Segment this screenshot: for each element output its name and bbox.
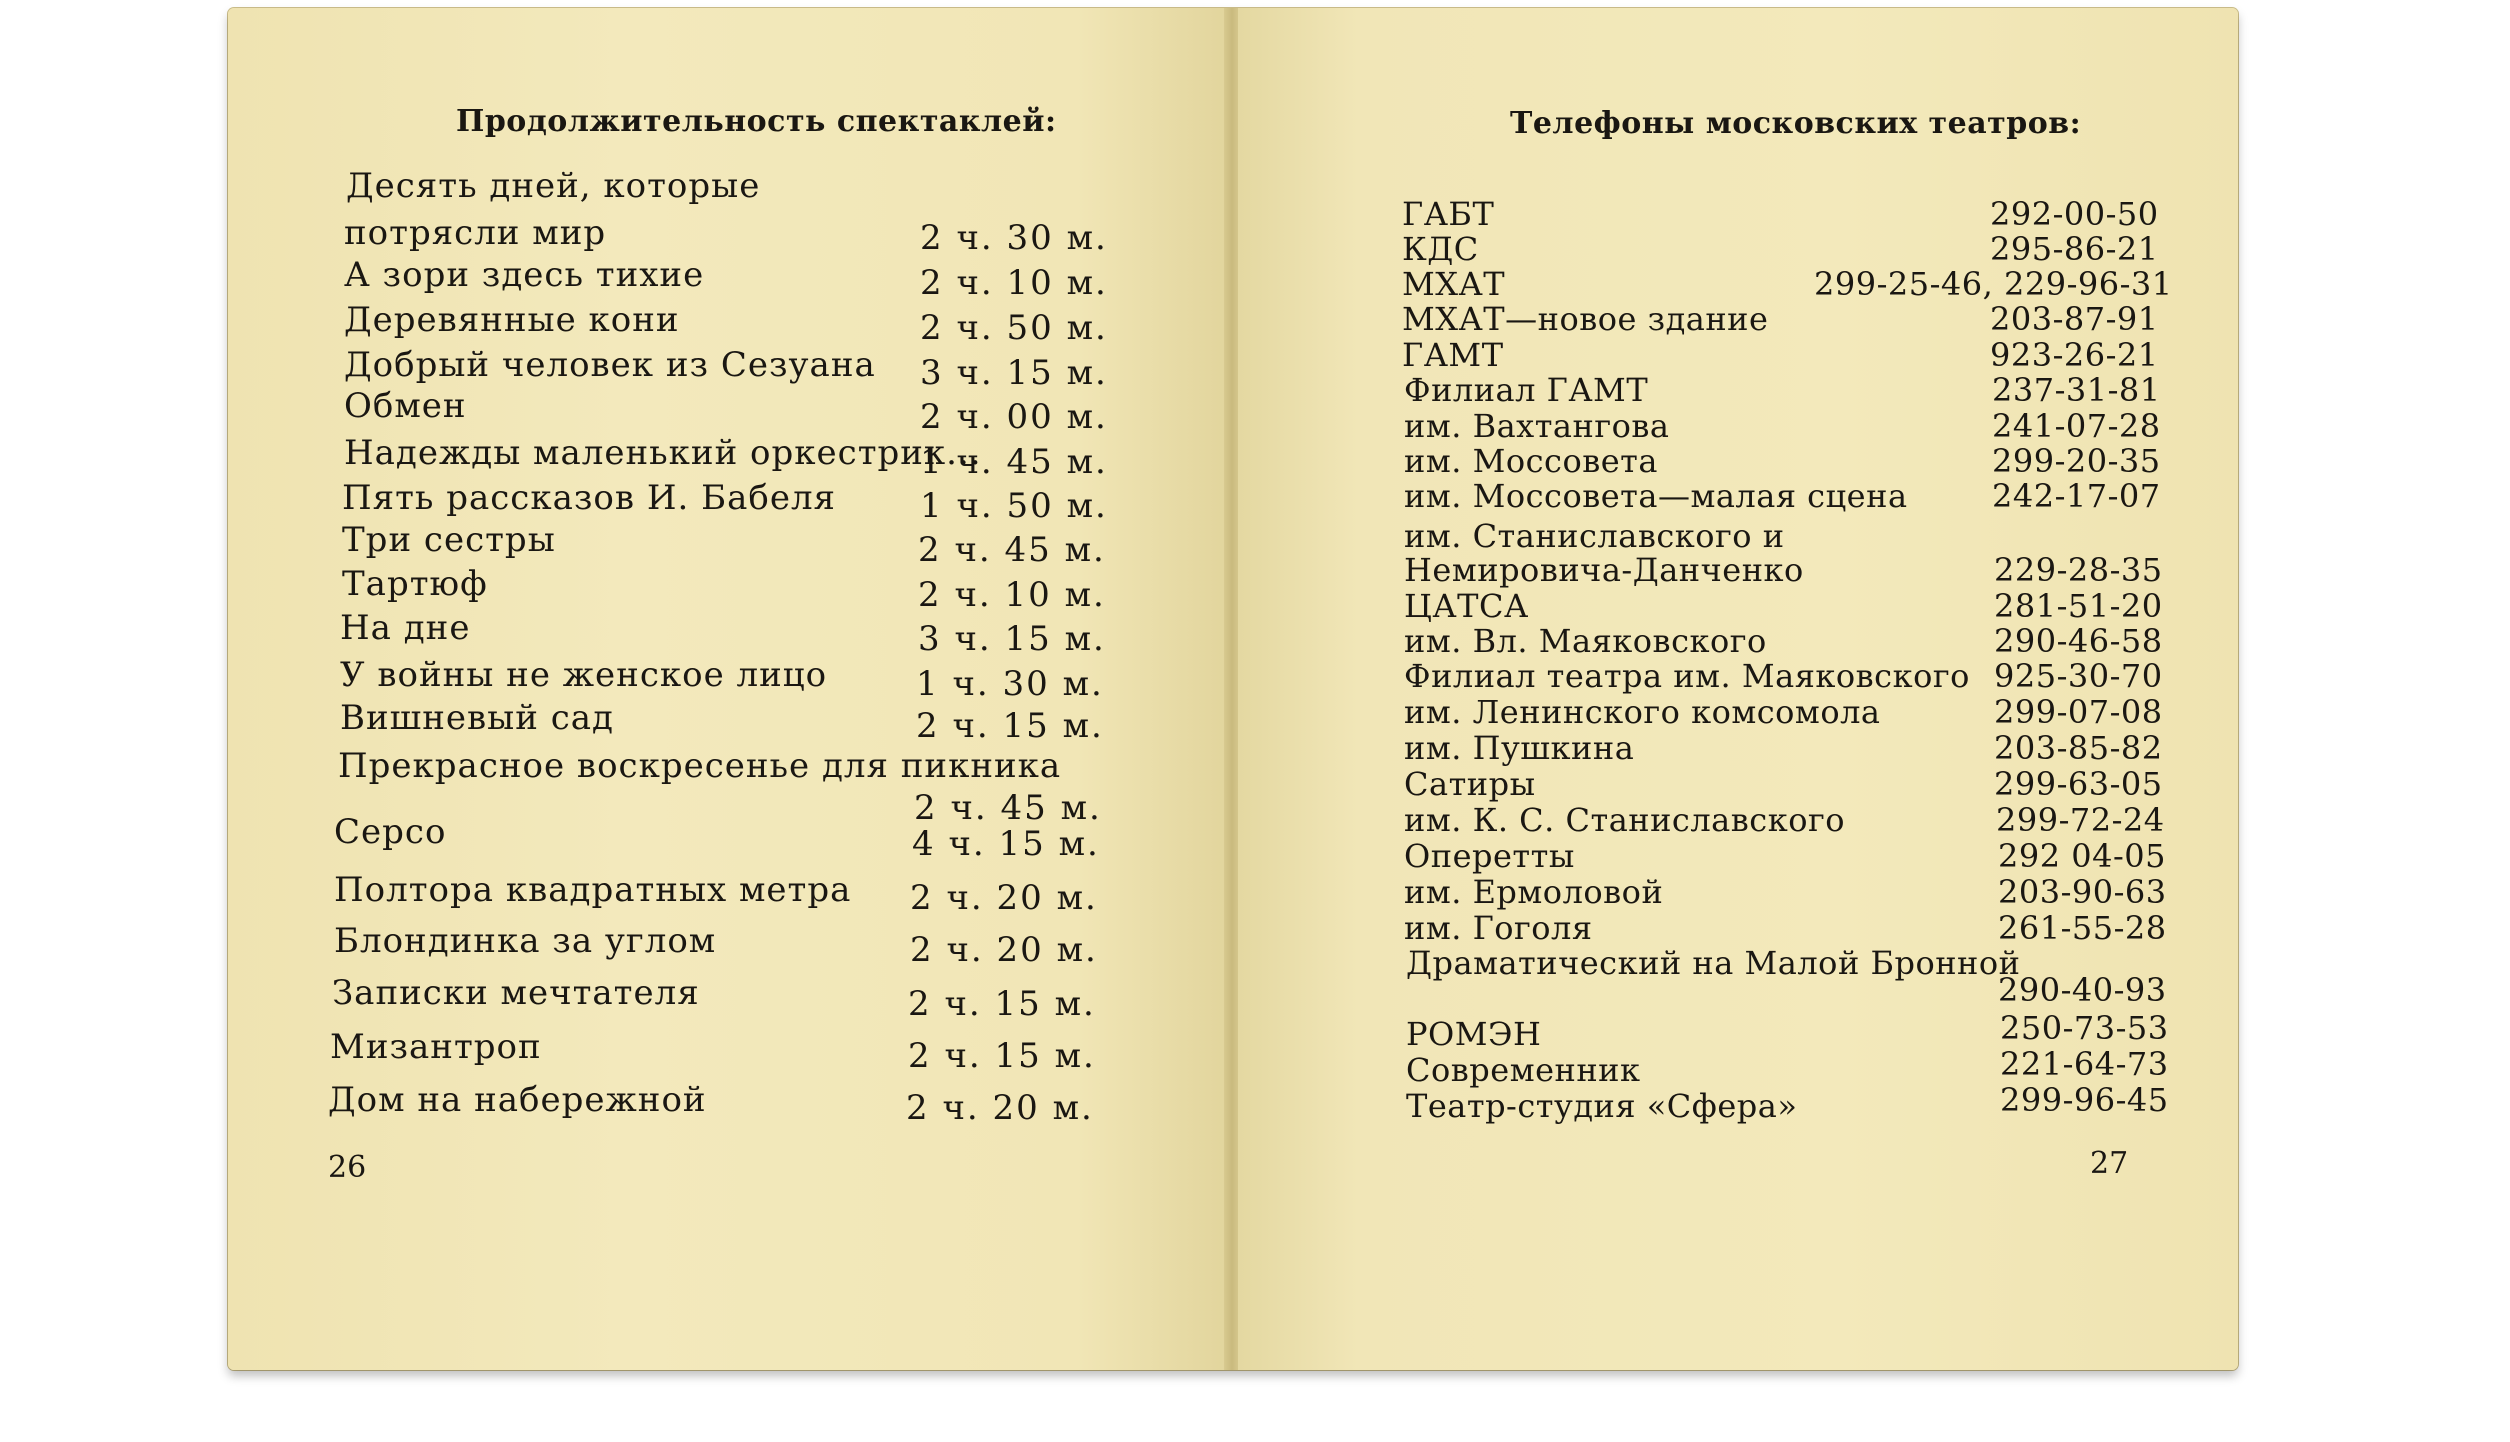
play-title: А зори здесь тихие (344, 255, 705, 295)
theatre-name: им. Гоголя (1404, 909, 1593, 947)
theatre-phone: 203-85-82 (1994, 729, 2163, 767)
theatre-name: МХАТ—новое здание (1402, 300, 1769, 338)
play-title: Мизантроп (330, 1027, 542, 1067)
theatre-phone: 299-63-05 (1994, 765, 2163, 803)
play-title: Пять рассказов И. Бабеля (342, 478, 836, 518)
right-page (1238, 8, 2238, 1370)
theatre-name: Немировича-Данченко (1404, 551, 1804, 589)
play-duration: 2 ч. 00 м. (920, 397, 1108, 437)
theatre-phone: 295-86-21 (1990, 230, 2159, 268)
play-duration: 2 ч. 15 м. (908, 984, 1096, 1024)
play-title: Три сестры (342, 520, 556, 560)
theatre-name: им. Пушкина (1404, 729, 1635, 767)
play-duration: 2 ч. 30 м. (920, 218, 1108, 258)
theatre-phone: 290-46-58 (1994, 622, 2163, 660)
play-title: потрясли мир (344, 213, 607, 253)
theatre-name: КДС (1402, 230, 1479, 268)
theatre-name: ГАБТ (1402, 195, 1495, 233)
booklet (228, 8, 2238, 1370)
play-title: Десять дней, которые (346, 166, 761, 206)
play-duration: 2 ч. 45 м. (914, 788, 1102, 828)
play-duration: 2 ч. 45 м. (918, 530, 1106, 570)
play-title: Вишневый сад (340, 698, 614, 738)
play-duration: 1 ч. 30 м. (916, 664, 1104, 704)
play-duration: 2 ч. 15 м. (908, 1036, 1096, 1076)
left-page (228, 8, 1226, 1370)
theatre-name: Филиал театра им. Маяковского (1404, 657, 1970, 695)
theatre-name: Филиал ГАМТ (1404, 371, 1649, 409)
theatre-phone: 925-30-70 (1994, 657, 2163, 695)
theatre-name: Театр-студия «Сфера» (1406, 1087, 1798, 1125)
play-title: Деревянные кони (344, 300, 680, 340)
play-title: Надежды маленький оркестрик... (344, 433, 982, 473)
theatre-phone: 299-07-08 (1994, 693, 2163, 731)
durations-heading: Продолжительность спектаклей: (456, 104, 1057, 139)
play-duration: 1 ч. 45 м. (920, 442, 1108, 482)
theatre-phone: 299-25-46, 229-96-31 (1814, 265, 2173, 303)
theatre-name: им. Ермоловой (1404, 873, 1664, 911)
theatre-phone: 299-72-24 (1996, 801, 2165, 839)
theatre-phone: 241-07-28 (1992, 407, 2161, 445)
play-duration: 2 ч. 20 м. (910, 930, 1098, 970)
theatre-phone: 203-87-91 (1990, 300, 2159, 338)
theatre-phone: 290-40-93 (1998, 971, 2167, 1009)
play-title: У войны не женское лицо (340, 655, 828, 695)
theatre-name: им. Вахтангова (1404, 407, 1670, 445)
play-duration: 2 ч. 10 м. (918, 575, 1106, 615)
play-duration: 3 ч. 15 м. (920, 353, 1108, 393)
play-duration: 1 ч. 50 м. (920, 486, 1108, 526)
play-title: Прекрасное воскресенье для пикника (338, 746, 1062, 786)
theatre-phone: 229-28-35 (1994, 551, 2163, 589)
play-title: Полтора квадратных метра (334, 870, 852, 910)
play-title: На дне (340, 608, 471, 648)
theatre-phone: 292 04-05 (1998, 837, 2166, 875)
theatre-phone: 281-51-20 (1994, 587, 2163, 625)
phones-heading: Телефоны московских театров: (1510, 106, 2082, 141)
play-title: Серсо (334, 812, 447, 852)
theatre-phone: 292-00-50 (1990, 195, 2159, 233)
theatre-phone: 299-96-45 (2000, 1081, 2169, 1119)
theatre-name: им. Вл. Маяковского (1404, 622, 1767, 660)
theatre-name: Оперетты (1404, 837, 1575, 875)
theatre-name: ГАМТ (1402, 336, 1504, 374)
theatre-name: МХАТ (1402, 265, 1506, 303)
play-title: Тартюф (342, 564, 488, 604)
theatre-name: им. Моссовета—малая сцена (1404, 477, 1908, 515)
theatre-name: им. Ленинского комсомола (1404, 693, 1881, 731)
theatre-name: Современник (1406, 1051, 1641, 1089)
play-duration: 2 ч. 20 м. (906, 1088, 1094, 1128)
theatre-name: Сатиры (1404, 765, 1536, 803)
page-number: 27 (2090, 1146, 2129, 1181)
theatre-phone: 221-64-73 (2000, 1045, 2169, 1083)
play-duration: 3 ч. 15 м. (918, 619, 1106, 659)
theatre-name: ЦАТСА (1404, 587, 1529, 625)
play-title: Дом на набережной (328, 1080, 707, 1120)
page-number: 26 (328, 1150, 367, 1185)
play-duration: 2 ч. 50 м. (920, 308, 1108, 348)
play-title: Добрый человек из Сезуана (344, 345, 876, 385)
theatre-phone: 923-26-21 (1990, 336, 2159, 374)
play-title: Обмен (344, 386, 467, 426)
play-duration: 2 ч. 20 м. (910, 878, 1098, 918)
theatre-name: им. К. С. Станиславского (1404, 801, 1845, 839)
play-duration: 2 ч. 10 м. (920, 263, 1108, 303)
theatre-name: им. Моссовета (1404, 442, 1658, 480)
theatre-phone: 299-20-35 (1992, 442, 2161, 480)
theatre-name: РОМЭН (1406, 1015, 1542, 1053)
theatre-phone: 203-90-63 (1998, 873, 2167, 911)
theatre-name: им. Станиславского и (1404, 517, 1785, 555)
play-duration: 2 ч. 15 м. (916, 706, 1104, 746)
play-duration: 4 ч. 15 м. (912, 824, 1100, 864)
play-title: Записки мечтателя (332, 973, 700, 1013)
theatre-phone: 261-55-28 (1998, 909, 2167, 947)
theatre-name: Драматический на Малой Бронной (1406, 944, 2021, 982)
theatre-phone: 237-31-81 (1992, 371, 2161, 409)
play-title: Блондинка за углом (334, 921, 717, 961)
theatre-phone: 250-73-53 (2000, 1009, 2169, 1047)
theatre-phone: 242-17-07 (1992, 477, 2161, 515)
